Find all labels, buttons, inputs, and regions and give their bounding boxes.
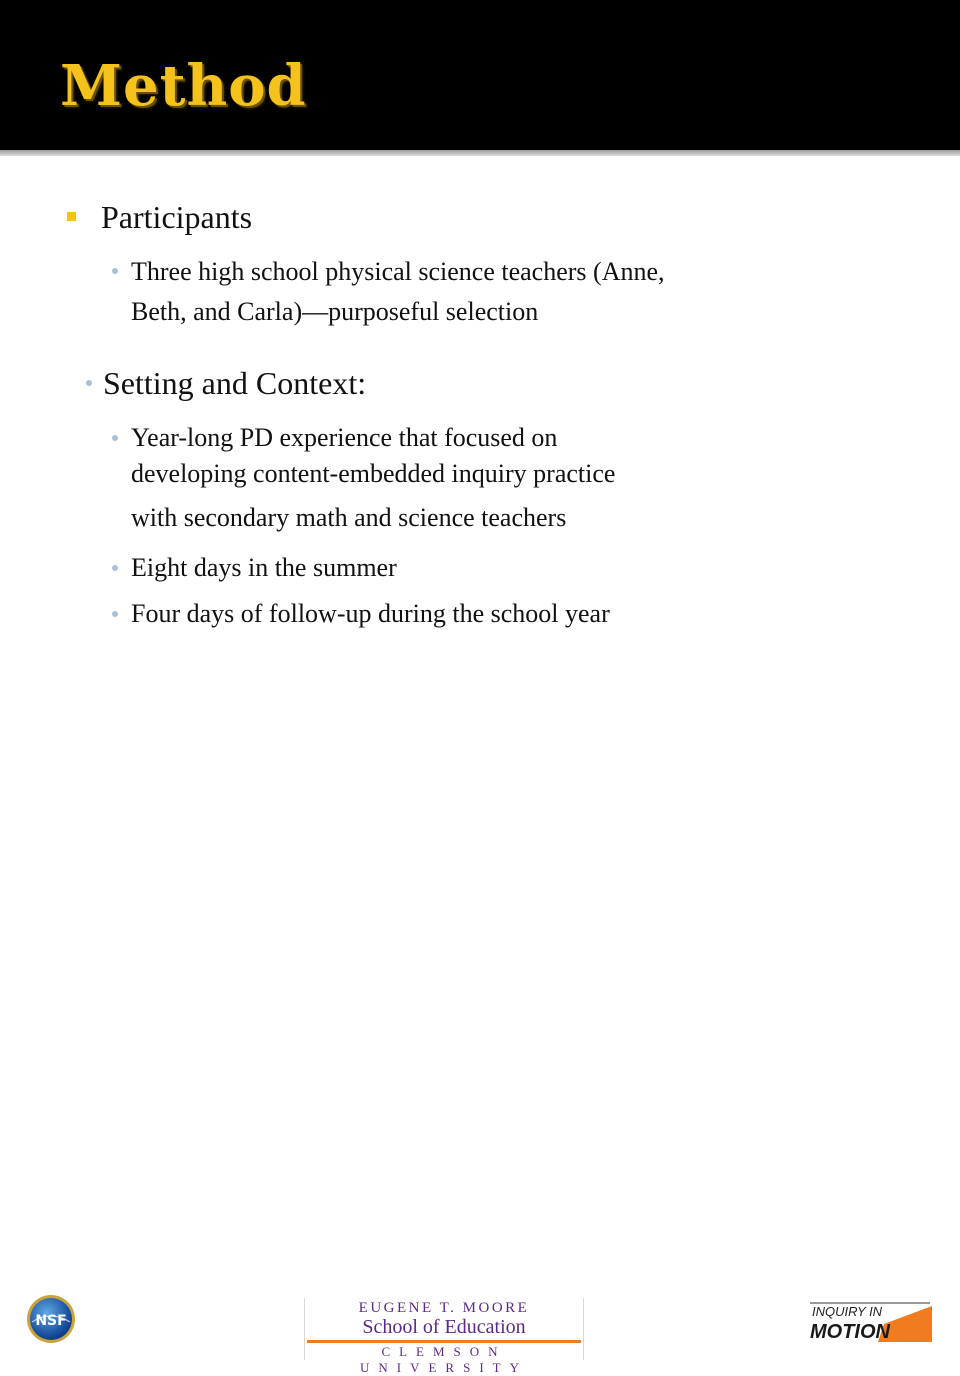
dot-bullet-icon — [86, 380, 92, 386]
sub-bullet-line: Four days of follow-up during the school year — [131, 599, 610, 628]
school-logo-rule — [307, 1340, 581, 1343]
footer-logos — [0, 646, 960, 1375]
dot-bullet-icon — [112, 565, 118, 571]
dot-bullet-icon — [112, 268, 118, 274]
title-bar-divider — [0, 150, 960, 156]
sub-bullet-line: with secondary math and science teachers — [131, 503, 567, 532]
sub-bullet-line: Year-long PD experience that focused on — [131, 423, 558, 452]
school-of-education-logo — [304, 1298, 584, 1375]
bullet-participants: Participants — [101, 199, 253, 235]
sub-bullet-line: developing content-embedded inquiry practice — [131, 459, 616, 488]
dot-bullet-icon — [112, 611, 118, 617]
sub-bullet-line: Eight days in the summer — [131, 553, 397, 582]
nsf-logo-icon — [26, 1294, 76, 1344]
bullet-setting-context: Setting and Context: — [103, 365, 367, 401]
square-bullet-icon — [67, 212, 76, 221]
sub-bullet-line: Three high school physical science teachers (Anne, — [131, 257, 665, 286]
nsf-logo-text: NSF — [35, 1313, 67, 1329]
school-logo-line1: EUGENE T. MOORE — [358, 1300, 530, 1316]
slide-title: Method — [60, 53, 307, 119]
dot-bullet-icon — [112, 435, 118, 441]
inquiry-logo-line1: INQUIRY IN — [812, 1304, 883, 1319]
inquiry-logo-line2: MOTION — [810, 1321, 890, 1342]
inquiry-in-motion-logo-icon — [808, 1302, 932, 1342]
school-logo-line3: CLEMSON UNIVERSITY — [360, 1344, 528, 1375]
sub-bullet-line: Beth, and Carla)—purposeful selection — [131, 297, 539, 326]
school-logo-line2: School of Education — [362, 1316, 526, 1338]
